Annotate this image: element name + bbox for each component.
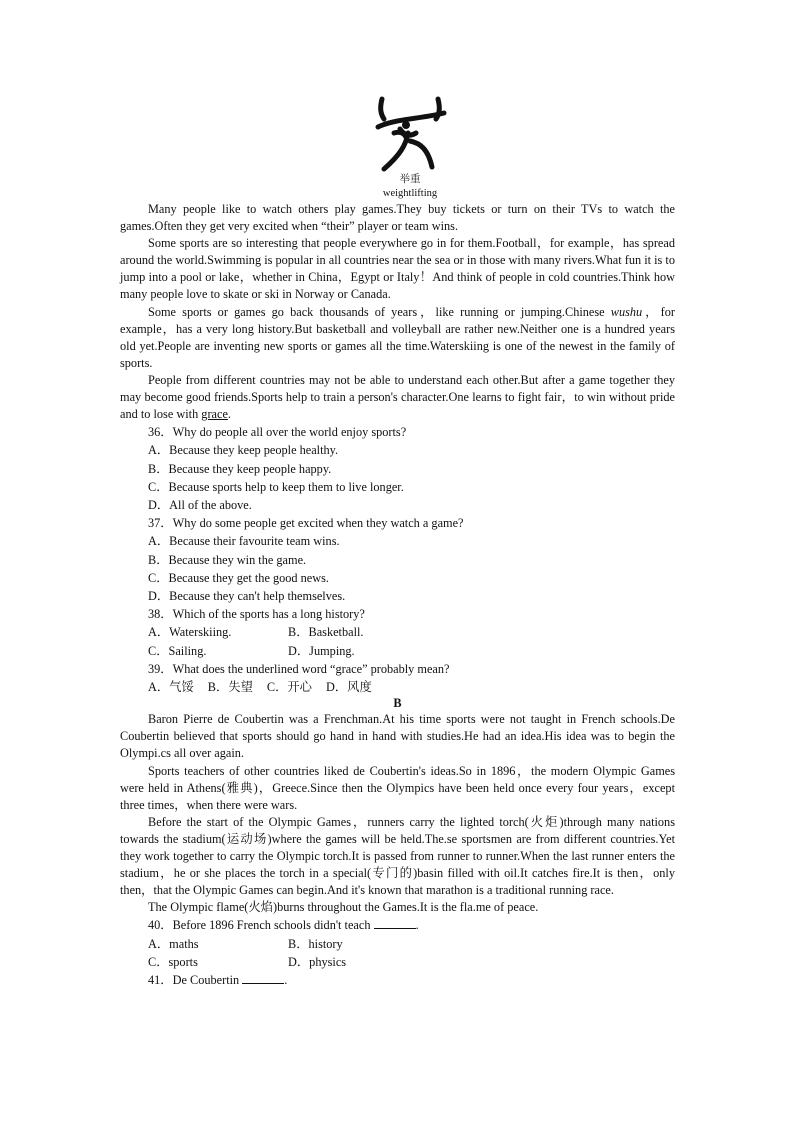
option-b: B．history	[288, 936, 343, 951]
option-d: D．physics	[288, 954, 347, 969]
passage-a-paragraph: Many people like to watch others play games.They buy tickets or turn on their TVs to watch the games.Often they get very excited when “their” player or team wins.	[120, 202, 675, 234]
passage-b-paragraph: Sports teachers of other countries liked de Coubertin's ideas.So in 1896，the modern Olympic Games were held in Athens(雅典)，Greece.Since then the Olympics have been held once every four years，except three times，when there were wars.	[120, 763, 675, 812]
passage-a-paragraph	[120, 304, 675, 372]
passage-b-paragraph: Before the start of the Olympic Games，runners carry the lighted torch(火炬)through many nations towards the stadium(运动场)where the games will be held.The.se sportsmen are from different countries.Yet they work together to carry the Olympic torch.It is passed from runner to runner.When the last runner enters the stadium，he or she places the torch in a special(专门的)basin filled with oil.It catches fire.It is then，only then，that the Olympic Games can begin.And it's known that marathon is a traditional running race.	[120, 814, 675, 898]
option-b: B．Basketball.	[288, 625, 364, 640]
underlined-word-grace: grace	[201, 407, 228, 422]
option-b: B．Because they keep people happy.	[148, 461, 332, 476]
question-text: .	[415, 918, 419, 933]
answer-blank	[374, 917, 416, 929]
paragraph-text: Some sports or games go back thousands of years，like running or jumping.Chinese	[148, 304, 611, 319]
option-d: D．All of the above.	[148, 498, 252, 513]
question-37: 37．Why do some people get excited when they watch a game?	[148, 516, 464, 531]
paragraph-text: People from different countries may not be able to understand each other.But after a game together they may become good friends.Sports help to train a person's character.One learns to fight fair，to win without pride and to lose with	[120, 372, 675, 422]
option-row	[120, 935, 675, 953]
passage-a-paragraph	[120, 372, 675, 423]
question-40	[120, 916, 675, 934]
answer-blank	[242, 972, 284, 984]
wushu-word: wushu	[610, 304, 643, 319]
option-row	[120, 642, 675, 660]
question-41	[120, 971, 675, 989]
option-c: C．开心	[266, 680, 312, 695]
option-a: A．maths	[148, 936, 199, 951]
option-d: D．Jumping.	[288, 643, 355, 658]
option-row	[120, 953, 675, 971]
option-b: B．失望	[207, 680, 253, 695]
pictogram-caption-chinese: 举重	[399, 174, 421, 185]
question-38: 38．Which of the sports has a long history?	[148, 607, 365, 622]
option-d: D．风度	[325, 680, 372, 695]
weightlifting-pictogram-icon	[370, 93, 450, 173]
paragraph-text: ，for example，has a very long history.But basketball and volleyball are rather new.Neither one is a hundred years old yet.People are inventing new sports or games all the time.Waterskiing is one of the newest in the family of sports.	[120, 304, 675, 370]
passage-b-paragraph: Baron Pierre de Coubertin was a Frenchman.At his time sports were not taught in French schools.De Coubertin believed that sports should go hand in hand with studies.He had an idea.His idea was to begin the Olympi.cs all over again.	[120, 712, 675, 761]
option-d: D．Because they can't help themselves.	[148, 589, 346, 604]
section-b-heading: B	[393, 696, 402, 711]
option-c: C．Because sports help to keep them to live longer.	[148, 479, 404, 494]
question-39: 39．What does the underlined word “grace” probably mean?	[148, 661, 450, 676]
passage-a-paragraph: Some sports are so interesting that people everywhere go in for them.Football，for example，has spread around the world.Swimming is popular in all countries near the sea or in those with many rivers.What fun it is to jump into a pool or lake，whether in China，Egypt or Italy！And think of people in cold countries.Think how many people love to skate or ski in Norway or Canada.	[120, 236, 675, 302]
pictogram-caption-english: weightlifting	[382, 188, 438, 199]
option-a: A．Waterskiing.	[148, 625, 232, 640]
document-body	[120, 201, 675, 989]
question-text: .	[284, 973, 288, 987]
question-36: 36．Why do people all over the world enjoy sports?	[148, 425, 407, 440]
option-c: C．Because they get the good news.	[148, 570, 329, 585]
option-a: A．Because they keep people healthy.	[148, 443, 339, 458]
paragraph-text: .	[227, 407, 231, 422]
option-c: C．Sailing.	[148, 643, 207, 658]
passage-b-paragraph: The Olympic flame(火焰)burns throughout the Games.It is the fla.me of peace.	[148, 900, 539, 915]
option-a: A．Because their favourite team wins.	[148, 534, 340, 549]
question-text: 41．De Coubertin	[148, 973, 243, 987]
option-a: A．气馁	[148, 680, 194, 695]
option-row	[120, 623, 675, 641]
option-row	[120, 678, 675, 696]
question-text: 40．Before 1896 French schools didn't teach	[148, 918, 374, 933]
option-b: B．Because they win the game.	[148, 552, 307, 567]
option-c: C．sports	[148, 954, 198, 969]
